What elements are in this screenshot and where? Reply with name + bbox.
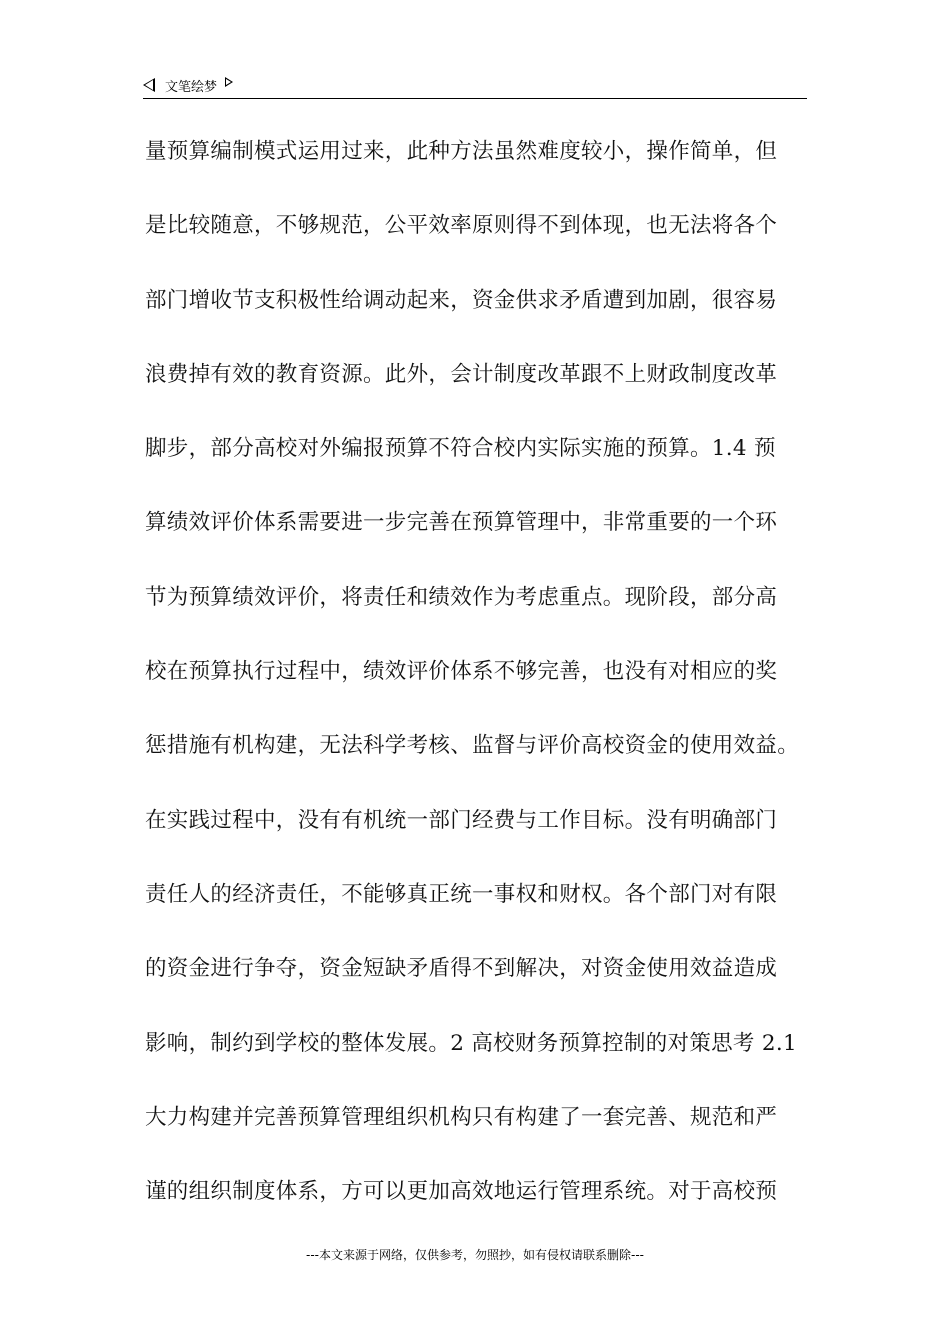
header-title: 文笔绘梦 — [165, 79, 218, 95]
body-line: 部门增收节支积极性给调动起来，资金供求矛盾遭到加剧，很容易 — [145, 287, 778, 313]
body-line: 影响，制约到学校的整体发展。2 高校财务预算控制的对策思考 2.1 — [145, 1030, 797, 1056]
body-line: 节为预算绩效评价，将责任和绩效作为考虑重点。现阶段，部分高 — [145, 584, 778, 610]
body-line: 的资金进行争夺，资金短缺矛盾得不到解决，对资金使用效益造成 — [145, 956, 778, 982]
body-line: 责任人的经济责任，不能够真正统一事权和财权。各个部门对有限 — [145, 881, 778, 907]
body-line: 惩措施有机构建，无法科学考核、监督与评价高校资金的使用效益。 — [145, 733, 800, 759]
document-body — [145, 129, 815, 1243]
body-line: 大力构建并完善预算管理组织机构只有构建了一套完善、规范和严 — [145, 1104, 778, 1130]
body-line: 校在预算执行过程中，绩效评价体系不够完善，也没有对相应的奖 — [145, 659, 778, 685]
left-triangle-icon — [143, 78, 155, 92]
body-line: 浪费掉有效的教育资源。此外，会计制度改革跟不上财政制度改革 — [145, 361, 778, 387]
body-line: 脚步，部分高校对外编报预算不符合校内实际实施的预算。1.4 预 — [145, 436, 776, 462]
body-line: 在实践过程中，没有有机统一部门经费与工作目标。没有明确部门 — [145, 807, 778, 833]
footer-disclaimer: ---本文来源于网络，仅供参考，勿照抄，如有侵权请联系删除--- — [306, 1248, 644, 1262]
page-header — [143, 72, 807, 99]
body-line: 谨的组织制度体系，方可以更加高效地运行管理系统。对于高校预 — [145, 1179, 778, 1205]
body-line: 量预算编制模式运用过来，此种方法虽然难度较小，操作简单，但 — [145, 139, 778, 164]
right-triangle-icon — [225, 77, 233, 87]
body-line: 算绩效评价体系需要进一步完善在预算管理中，非常重要的一个环 — [145, 510, 778, 536]
body-line: 是比较随意，不够规范，公平效率原则得不到体现，也无法将各个 — [145, 213, 778, 239]
